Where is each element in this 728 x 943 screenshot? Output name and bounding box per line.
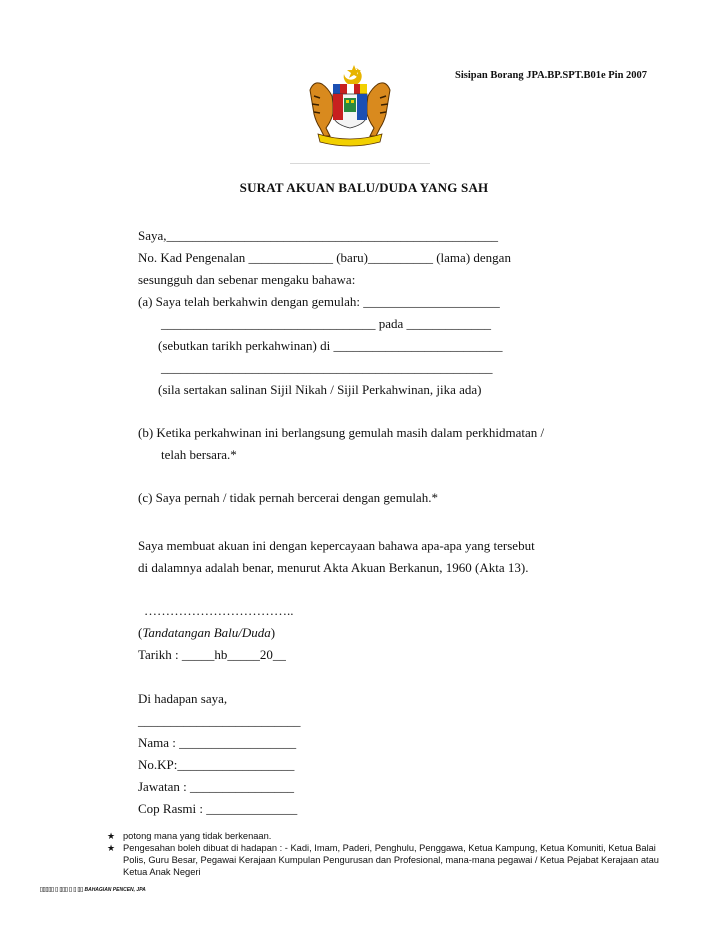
footer-department: BAHAGIAN PENCEN, JPA [84, 887, 146, 893]
footer-code: [][][][][] [] [][][] [] [] [][] [40, 887, 84, 893]
declaration-line-1: Saya membuat akuan ini dengan kepercayaan bahawa apa-apa yang tersebut [138, 538, 535, 553]
witness-ic-line: No.KP:__________________ [138, 757, 295, 772]
signature-dots: …………………………….. [144, 603, 294, 618]
clause-b-line-1: (b) Ketika perkahwinan ini berlangsung gemulah masih dalam perkhidmatan / [138, 425, 545, 440]
clause-a-line-3: (sebutkan tarikh perkahwinan) di __________________________ [158, 338, 503, 353]
signature-label-text: Tandatangan Balu/Duda [142, 625, 271, 640]
declaration-line-2: di dalamnya adalah benar, menurut Akta Akuan Berkanun, 1960 (Akta 13). [138, 560, 529, 575]
form-reference: Sisipan Borang JPA.BP.SPT.B01e Pin 2007 [455, 70, 648, 81]
clause-b-line-2: telah bersara.* [161, 447, 237, 462]
footnote-text: Pengesahan boleh dibuat di hadapan : - Kadi, Imam, Paderi, Penghulu, Penggawa, Ketua Kampung, Ketua Komuniti, Ketua Balai Polis, Guru Besar, Pegawai Kerajaan Kumpulan Pengurusan dan Profesional, mana-mana pegawai / Ketua Pejabat Kerajaan atau Ketua Anak Negeri [123, 843, 659, 877]
witness-name-line: Nama : __________________ [138, 735, 297, 750]
signature-label [138, 624, 275, 642]
name-line: Saya,___________________________________________________ [138, 228, 499, 243]
clause-a-line-2: _________________________________ pada _____________ [161, 316, 492, 331]
star-bullet-icon: ★ [107, 831, 116, 841]
footnotes [107, 830, 662, 878]
official-stamp-line: Cop Rasmi : ______________ [138, 801, 298, 816]
footer-line [40, 887, 146, 893]
clause-a-line-4: ___________________________________________________ [161, 360, 493, 375]
ic-number-line: No. Kad Pengenalan _____________ (baru)__________ (lama) dengan [138, 250, 511, 265]
clause-a-line-5: (sila sertakan salinan Sijil Nikah / Sijil Perkahwinan, jika ada) [158, 382, 482, 397]
document-title: SURAT AKUAN BALU/DUDA YANG SAH [239, 180, 489, 195]
footnote-item [107, 842, 662, 878]
signature-close-paren: ) [270, 625, 276, 640]
date-line: Tarikh : _____hb_____20__ [138, 647, 286, 662]
footnote-item [107, 830, 662, 842]
signature-open-paren: ( [138, 625, 143, 640]
clause-a-line-1: (a) Saya telah berkahwin dengan gemulah: _____________________ [138, 294, 500, 309]
statement-intro: sesungguh dan sebenar mengaku bahawa: [138, 272, 356, 287]
star-bullet-icon: ★ [107, 843, 116, 853]
clause-c-line: (c) Saya pernah / tidak pernah bercerai dengan gemulah.* [138, 490, 438, 505]
header-divider [290, 163, 430, 164]
witness-position-line: Jawatan : ________________ [138, 779, 294, 794]
witness-intro: Di hadapan saya, [138, 691, 228, 706]
footnote-text: potong mana yang tidak berkenaan. [123, 831, 272, 841]
witness-signature-line: _________________________ [138, 713, 301, 728]
coat-of-arms-icon [304, 60, 396, 152]
